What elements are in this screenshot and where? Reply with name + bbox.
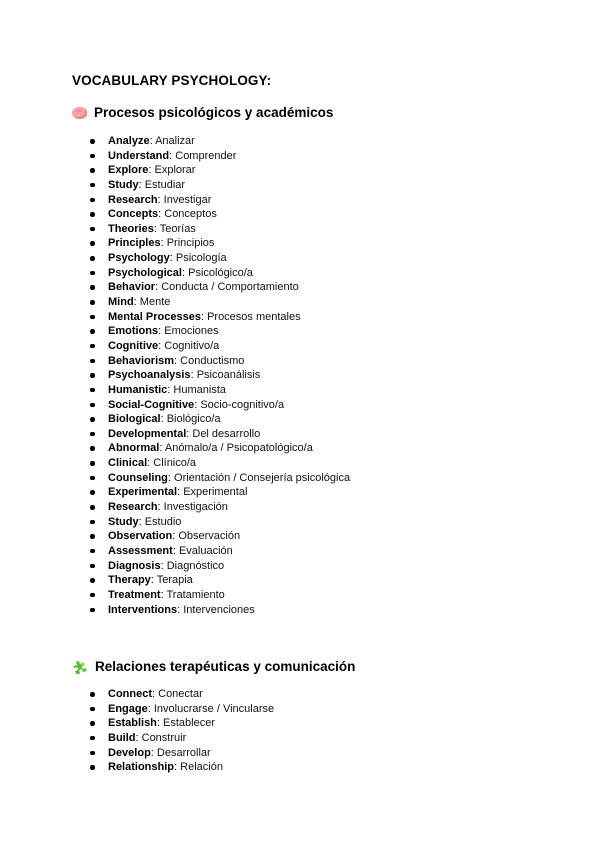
vocab-translation: Terapia: [156, 574, 193, 587]
brain-icon: [72, 107, 87, 119]
vocab-term: Emotions: [108, 325, 159, 338]
separator: :: [177, 486, 184, 499]
vocab-term: Engage: [108, 702, 148, 715]
list-item: [90, 149, 350, 164]
bullet-icon: [90, 344, 95, 349]
bullet-icon: [90, 241, 95, 246]
separator: :: [138, 515, 145, 528]
bullet-icon: [90, 751, 95, 756]
vocab-term: Relationship: [108, 761, 175, 774]
vocab-term: Social-Cognitive: [108, 398, 195, 411]
separator: :: [156, 717, 164, 730]
bullet-icon: [90, 227, 95, 232]
vocab-translation: Conductismo: [180, 354, 245, 367]
separator: :: [158, 208, 165, 221]
bullet-icon: [90, 707, 95, 712]
separator: :: [158, 339, 165, 352]
separator: :: [149, 135, 156, 147]
vocab-translation: Experimental: [183, 486, 248, 499]
separator: :: [155, 281, 162, 294]
vocab-term: Counseling: [108, 471, 168, 484]
separator: :: [147, 457, 154, 470]
list-item: [90, 163, 350, 178]
vocab-term: Developmental: [108, 427, 187, 440]
bullet-icon: [90, 608, 95, 613]
vocab-translation: Observación: [178, 530, 241, 543]
list-item: [90, 573, 350, 588]
separator: :: [150, 746, 157, 759]
list-item: [90, 134, 350, 149]
vocab-term: Research: [108, 193, 158, 206]
section-heading-relaciones: [72, 658, 355, 674]
separator: :: [157, 501, 164, 514]
list-item: [90, 485, 350, 500]
vocab-translation: Conectar: [158, 688, 203, 700]
bullet-icon: [90, 139, 95, 144]
list-item: [90, 251, 350, 266]
vocab-translation: Construir: [141, 731, 187, 744]
list-item: [90, 310, 350, 325]
bullet-icon: [90, 212, 95, 217]
vocab-term: Analyze: [108, 135, 150, 147]
vocab-term: Study: [108, 515, 139, 528]
vocab-term: Explore: [108, 164, 149, 177]
list-item: [90, 456, 350, 471]
separator: :: [135, 731, 142, 744]
list-item: [90, 324, 350, 339]
vocab-translation: Investigar: [163, 193, 212, 206]
vocab-translation: Relación: [180, 761, 223, 774]
vocab-term: Psychological: [108, 266, 182, 279]
vocab-term: Establish: [108, 717, 157, 730]
bullet-icon: [90, 198, 95, 203]
vocab-term: Cognitive: [108, 339, 159, 352]
vocab-translation: Desarrollar: [156, 746, 211, 759]
vocab-term: Develop: [108, 746, 151, 759]
bullet-icon: [90, 721, 95, 726]
separator: :: [159, 442, 165, 455]
separator: :: [152, 688, 159, 700]
bullet-icon: [90, 432, 95, 437]
list-item: [90, 383, 350, 398]
vocab-translation: Procesos mentales: [207, 310, 301, 323]
section-heading-text: Relaciones terapéuticas y comunicación: [95, 658, 356, 674]
list-item: [90, 412, 350, 427]
vocab-term: Behavior: [108, 281, 156, 294]
bullet-icon: [90, 373, 95, 378]
vocab-term: Clinical: [108, 457, 148, 470]
vocab-translation: Anómalo/a / Psicopatológico/a: [164, 442, 313, 455]
list-item: [90, 266, 350, 281]
list-item: [90, 339, 350, 354]
separator: :: [158, 325, 165, 338]
bullet-icon: [90, 271, 95, 276]
separator: :: [148, 164, 155, 177]
separator: :: [186, 427, 193, 440]
vocab-translation: Estudio: [144, 515, 182, 528]
vocab-translation: Biológico/a: [166, 413, 221, 426]
vocab-translation: Principios: [166, 237, 215, 250]
vocab-term: Behaviorism: [108, 354, 175, 367]
bullet-icon: [90, 549, 95, 554]
list-item: [90, 207, 350, 222]
bullet-icon: [90, 300, 95, 305]
list-item: [90, 441, 350, 456]
separator: :: [153, 222, 160, 235]
section-heading-procesos: [72, 105, 333, 120]
separator: :: [190, 369, 197, 382]
list-item: [90, 716, 274, 731]
vocab-translation: Psicoanálisis: [196, 369, 261, 382]
separator: :: [174, 354, 181, 367]
list-item: [90, 236, 350, 251]
separator: :: [160, 559, 167, 572]
vocab-term: Assessment: [108, 544, 173, 557]
vocab-translation: Mente: [139, 296, 171, 309]
bullet-icon: [90, 256, 95, 261]
vocab-term: Abnormal: [108, 442, 160, 455]
bullet-icon: [90, 578, 95, 583]
vocab-translation: Explorar: [154, 164, 196, 177]
vocab-translation: Estudiar: [144, 178, 186, 191]
vocab-translation: Socio-cognitivo/a: [200, 398, 285, 411]
vocab-term: Observation: [108, 530, 173, 543]
bullet-icon: [90, 154, 95, 159]
vocab-translation: Conceptos: [164, 208, 217, 221]
vocab-translation: Intervenciones: [183, 603, 255, 616]
bullet-icon: [90, 388, 95, 393]
bullet-icon: [90, 329, 95, 334]
bullet-icon: [90, 765, 95, 770]
list-item: [90, 731, 274, 746]
list-item: [90, 760, 274, 775]
vocab-translation: Comprender: [175, 149, 237, 162]
separator: :: [133, 296, 140, 309]
section-heading-text: Procesos psicológicos y académicos: [94, 105, 334, 120]
vocab-translation: Psicología: [175, 252, 227, 265]
separator: :: [172, 530, 179, 543]
list-item: [90, 515, 350, 530]
list-item: [90, 559, 350, 574]
separator: :: [160, 413, 167, 426]
bullet-icon: [90, 461, 95, 466]
bullet-icon: [90, 476, 95, 481]
bullet-icon: [90, 505, 95, 510]
bullet-icon: [90, 534, 95, 539]
bullet-icon: [90, 403, 95, 408]
vocab-term: Research: [108, 501, 158, 514]
list-item: [90, 500, 350, 515]
separator: :: [174, 761, 181, 774]
bullet-icon: [90, 315, 95, 320]
separator: :: [150, 574, 157, 587]
vocab-term: Diagnosis: [108, 559, 161, 572]
bullet-icon: [90, 359, 95, 364]
bullet-icon: [90, 417, 95, 422]
vocab-translation: Analizar: [155, 135, 195, 147]
vocab-term: Treatment: [108, 588, 161, 601]
separator: :: [138, 178, 145, 191]
vocab-term: Build: [108, 731, 136, 744]
vocab-translation: Involucrarse / Vincularse: [153, 702, 275, 715]
vocab-term: Mind: [108, 296, 134, 309]
list-item: [90, 471, 350, 486]
vocab-term: Humanistic: [108, 383, 168, 396]
vocab-term: Understand: [108, 149, 170, 162]
vocab-term: Principles: [108, 237, 161, 250]
separator: :: [169, 252, 176, 265]
vocab-translation: Diagnóstico: [166, 559, 225, 572]
list-item: [90, 687, 274, 702]
bullet-icon: [90, 490, 95, 495]
list-item: [90, 280, 350, 295]
separator: :: [167, 383, 174, 396]
list-item: [90, 529, 350, 544]
document-title: VOCABULARY PSYCHOLOGY:: [72, 73, 272, 88]
list-item: [90, 427, 350, 442]
vocab-term: Psychoanalysis: [108, 369, 191, 382]
list-item: [90, 295, 350, 310]
vocab-translation: Investigación: [163, 501, 228, 514]
puzzle-icon: [72, 658, 88, 674]
vocab-term: Study: [108, 178, 139, 191]
bullet-icon: [90, 183, 95, 188]
separator: :: [200, 310, 208, 323]
bullet-icon: [90, 593, 95, 598]
vocab-translation: Orientación / Consejería psicológica: [174, 471, 351, 484]
vocab-translation: Del desarrollo: [192, 427, 261, 440]
bullet-icon: [90, 692, 95, 697]
vocab-term: Mental Processes: [108, 310, 201, 323]
list-item: [90, 702, 274, 717]
list-item: [90, 746, 274, 761]
vocab-translation: Evaluación: [178, 544, 233, 557]
list-item: [90, 354, 350, 369]
vocab-translation: Cognitivo/a: [164, 339, 220, 352]
separator: :: [160, 588, 167, 601]
vocab-translation: Tratamiento: [166, 588, 225, 601]
separator: :: [177, 603, 184, 616]
vocab-translation: Psicológico/a: [188, 266, 253, 279]
vocab-translation: Emociones: [164, 325, 219, 338]
vocab-term: Biological: [108, 413, 161, 426]
bullet-icon: [90, 520, 95, 525]
vocab-translation: Humanista: [173, 383, 226, 396]
separator: :: [147, 702, 154, 715]
separator: :: [194, 398, 201, 411]
bullet-icon: [90, 285, 95, 290]
list-item: [90, 398, 350, 413]
list-item: [90, 544, 350, 559]
vocab-term: Concepts: [108, 208, 159, 221]
separator: :: [157, 193, 164, 206]
vocab-term: Experimental: [108, 486, 178, 499]
vocab-translation: Clínico/a: [153, 457, 197, 470]
bullet-icon: [90, 168, 95, 173]
separator: :: [169, 149, 176, 162]
list-item: [90, 603, 350, 618]
list-item: [90, 178, 350, 193]
separator: :: [172, 544, 179, 557]
vocab-translation: Conducta / Comportamiento: [161, 281, 299, 294]
separator: :: [167, 471, 175, 484]
separator: :: [160, 237, 167, 250]
vocab-list-relaciones: [90, 687, 274, 775]
vocab-translation: Teorías: [159, 222, 196, 235]
bullet-icon: [90, 564, 95, 569]
vocab-list-procesos: [90, 134, 350, 617]
list-item: [90, 368, 350, 383]
bullet-icon: [90, 446, 95, 451]
vocab-term: Theories: [108, 222, 154, 235]
separator: :: [181, 266, 189, 279]
vocab-term: Connect: [108, 688, 152, 700]
vocab-term: Psychology: [108, 252, 170, 265]
list-item: [90, 193, 350, 208]
vocab-translation: Establecer: [163, 717, 216, 730]
bullet-icon: [90, 736, 95, 741]
list-item: [90, 588, 350, 603]
vocab-term: Therapy: [108, 574, 151, 587]
list-item: [90, 222, 350, 237]
vocab-term: Interventions: [108, 603, 178, 616]
